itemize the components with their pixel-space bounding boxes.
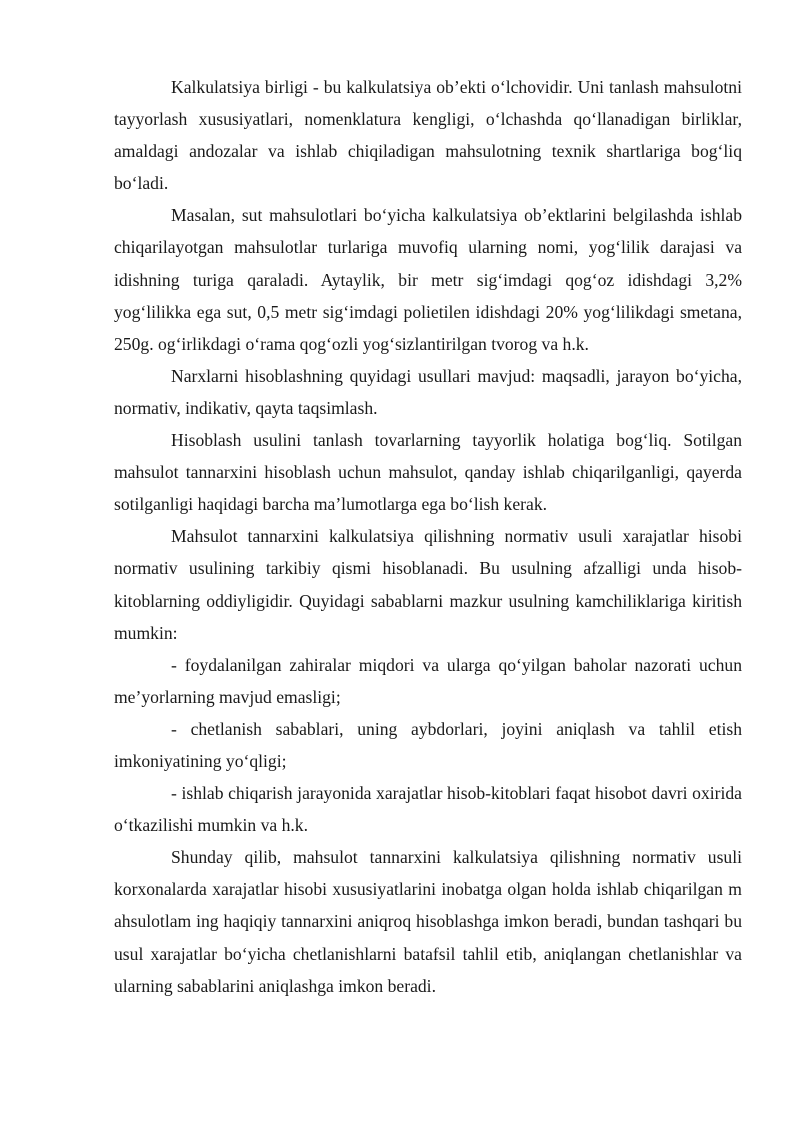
list-item-no-norms: - foydalanilgan zahiralar miqdori va ularga qo‘yilgan baholar nazorati uchun me’yorlarning mavjud emasligi; [114,654,742,707]
paragraph-dairy-example: Masalan, sut mahsulotlari bo‘yicha kalkulatsiya ob’ektlarini belgilashda ishlab chiqarilayotgan mahsulotlar turlariga muvofiq ularning nomi, yog‘lilik darajasi va idishning turiga qaraladi. Aytaylik, bir metr sig‘imdagi qog‘oz idishdagi 3,2% yog‘lilikka ega sut, 0,5 metr sig‘imdagi polietilen idishdagi 20% yog‘lilikdagi smetana, 250g. og‘irlikdagi o‘rama qog‘ozli yog‘sizlantirilgan tvorog va h.k. [114,205,742,354]
paragraph-normative-method: Mahsulot tannarxini kalkulatsiya qilishning normativ usuli xarajatlar hisobi normativ usulining tarkibiy qismi hisoblanadi. Bu usulning afzalligi unda hisob-kitoblarning oddiyligidir. Quyidagi sabablarni mazkur usulning kamchiliklariga kiritish mumkin: [114,526,742,643]
list-item-no-analysis: - chetlanish sabablari, uning aybdorlari, joyini aniqlash va tahlil etish imkoniyatining yo‘qligi; [114,718,742,771]
paragraph-conclusion: Shunday qilib, mahsulot tannarxini kalkulatsiya qilishning normativ usuli korxonalarda xarajatlar hisobi xususiyatlarini inobatga olgan holda ishlab chiqarilgan m ahsulotlam ing haqiqiy tannarxini aniqroq hisoblashga imkon beradi, bundan tashqari bu usul xarajatlar bo‘yicha chetlanishlarni batafsil tahlil etib, aniqlangan chetlanishlar va ularning sabablarini aniqlashga imkon beradi. [114,847,742,996]
list-item-period-end: - ishlab chiqarish jarayonida xarajatlar hisob-kitoblari faqat hisobot davri oxirida o‘tkazilishi mumkin va h.k. [114,783,742,836]
paragraph-pricing-methods: Narxlarni hisoblashning quyidagi usullari mavjud: maqsadli, jarayon bo‘yicha, normativ, indikativ, qayta taqsimlash. [114,365,742,418]
paragraph-calculation-unit: Kalkulatsiya birligi - bu kalkulatsiya ob’ekti o‘lchovidir. Uni tanlash mahsulotni tayyorlash xususiyatlari, nomenklatura kengligi, o‘lchashda qo‘llanadigan birliklar, amaldagi andozalar va ishlab chiqiladigan mahsulotning texnik shartlariga bog‘liq bo‘ladi. [114,77,742,194]
body-text [114,71,742,1002]
paragraph-method-choice: Hisoblash usulini tanlash tovarlarning tayyorlik holatiga bog‘liq. Sotilgan mahsulot tannarxini hisoblash uchun mahsulot, qanday ishlab chiqarilganligi, qayerda sotilganligi haqidagi barcha ma’lumotlarga ega bo‘lish kerak. [114,430,742,515]
